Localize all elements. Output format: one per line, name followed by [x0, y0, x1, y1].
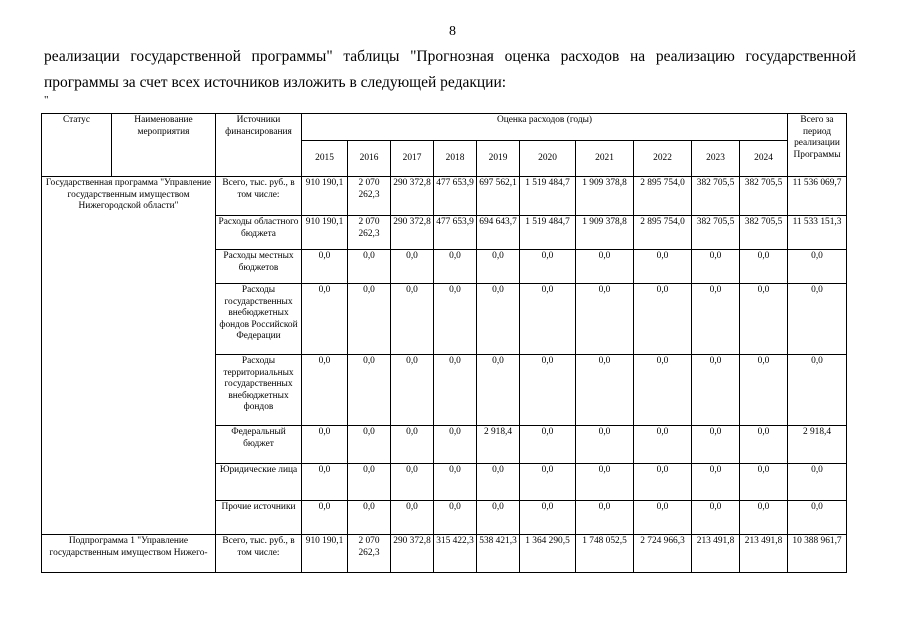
value-cell: 0,0 — [740, 355, 788, 426]
value-cell: 1 364 290,5 — [520, 535, 576, 573]
header-sources: Источники финансирования — [216, 114, 302, 177]
source-cell: Прочие источники — [216, 501, 302, 535]
value-cell: 2 070 262,3 — [348, 177, 391, 216]
value-cell: 0,0 — [348, 355, 391, 426]
value-cell: 382 705,5 — [692, 216, 740, 250]
value-cell: 0,0 — [634, 464, 692, 501]
value-cell: 290 372,8 — [391, 177, 434, 216]
value-cell: 213 491,8 — [740, 535, 788, 573]
expense-forecast-table — [41, 113, 847, 573]
value-cell: 0,0 — [391, 355, 434, 426]
value-cell: 0,0 — [477, 464, 520, 501]
header-year: 2024 — [740, 141, 788, 177]
value-cell: 0,0 — [692, 464, 740, 501]
source-cell: Расходы государственных внебюджетных фондов Российской Федерации — [216, 284, 302, 355]
total-cell: 0,0 — [788, 284, 847, 355]
value-cell: 0,0 — [302, 464, 348, 501]
source-cell: Юридические лица — [216, 464, 302, 501]
total-cell: 0,0 — [788, 501, 847, 535]
value-cell: 0,0 — [434, 355, 477, 426]
value-cell: 0,0 — [634, 284, 692, 355]
value-cell: 0,0 — [477, 250, 520, 284]
value-cell: 0,0 — [740, 284, 788, 355]
value-cell: 0,0 — [634, 355, 692, 426]
header-year: 2016 — [348, 141, 391, 177]
value-cell: 477 653,9 — [434, 177, 477, 216]
source-cell: Всего, тыс. руб., в том числе: — [216, 535, 302, 573]
header-name: Наименование мероприятия — [112, 114, 216, 177]
value-cell: 0,0 — [740, 464, 788, 501]
value-cell: 0,0 — [692, 501, 740, 535]
value-cell: 1 909 378,8 — [576, 177, 634, 216]
value-cell: 697 562,1 — [477, 177, 520, 216]
value-cell: 477 653,9 — [434, 216, 477, 250]
value-cell: 0,0 — [391, 464, 434, 501]
total-cell: 0,0 — [788, 464, 847, 501]
value-cell: 0,0 — [520, 284, 576, 355]
value-cell: 382 705,5 — [692, 177, 740, 216]
total-cell: 0,0 — [788, 355, 847, 426]
value-cell: 315 422,3 — [434, 535, 477, 573]
value-cell: 0,0 — [477, 355, 520, 426]
value-cell: 0,0 — [520, 426, 576, 464]
value-cell: 0,0 — [576, 501, 634, 535]
value-cell: 0,0 — [348, 284, 391, 355]
value-cell: 0,0 — [302, 355, 348, 426]
value-cell: 213 491,8 — [692, 535, 740, 573]
header-year: 2022 — [634, 141, 692, 177]
total-cell: 0,0 — [788, 250, 847, 284]
source-cell: Расходы местных бюджетов — [216, 250, 302, 284]
value-cell: 0,0 — [634, 426, 692, 464]
value-cell: 2 724 966,3 — [634, 535, 692, 573]
total-cell: 11 536 069,7 — [788, 177, 847, 216]
value-cell: 0,0 — [302, 250, 348, 284]
value-cell: 0,0 — [692, 426, 740, 464]
total-cell: 2 918,4 — [788, 426, 847, 464]
value-cell: 910 190,1 — [302, 535, 348, 573]
table-body — [42, 177, 847, 573]
value-cell: 0,0 — [391, 284, 434, 355]
value-cell: 2 070 262,3 — [348, 216, 391, 250]
source-cell: Всего, тыс. руб., в том числе: — [216, 177, 302, 216]
value-cell: 0,0 — [576, 464, 634, 501]
value-cell: 694 643,7 — [477, 216, 520, 250]
value-cell: 0,0 — [692, 284, 740, 355]
status-cell: Государственная программа "Управление государственным имуществом Нижегородской области" — [42, 177, 216, 535]
header-year: 2020 — [520, 141, 576, 177]
value-cell: 0,0 — [740, 250, 788, 284]
value-cell: 0,0 — [520, 250, 576, 284]
value-cell: 0,0 — [520, 501, 576, 535]
value-cell: 0,0 — [391, 501, 434, 535]
value-cell: 0,0 — [634, 501, 692, 535]
value-cell: 0,0 — [348, 464, 391, 501]
value-cell: 0,0 — [520, 464, 576, 501]
value-cell: 0,0 — [477, 501, 520, 535]
header-estimate: Оценка расходов (годы) — [302, 114, 788, 141]
total-cell: 11 533 151,3 — [788, 216, 847, 250]
header-year: 2021 — [576, 141, 634, 177]
value-cell: 0,0 — [576, 250, 634, 284]
value-cell: 382 705,5 — [740, 177, 788, 216]
total-cell: 10 388 961,7 — [788, 535, 847, 573]
value-cell: 1 909 378,8 — [576, 216, 634, 250]
value-cell: 0,0 — [692, 250, 740, 284]
value-cell: 0,0 — [740, 426, 788, 464]
opening-quote-mark: " — [44, 94, 49, 106]
header-year: 2018 — [434, 141, 477, 177]
header-year: 2023 — [692, 141, 740, 177]
value-cell: 538 421,3 — [477, 535, 520, 573]
value-cell: 0,0 — [348, 426, 391, 464]
value-cell: 1 519 484,7 — [520, 177, 576, 216]
value-cell: 0,0 — [434, 426, 477, 464]
header-total: Всего за период реализации Программы — [788, 114, 847, 177]
header-year: 2019 — [477, 141, 520, 177]
value-cell: 382 705,5 — [740, 216, 788, 250]
value-cell: 2 895 754,0 — [634, 177, 692, 216]
value-cell: 0,0 — [477, 284, 520, 355]
source-cell: Расходы территориальных государственных внебюджетных фондов — [216, 355, 302, 426]
value-cell: 0,0 — [302, 501, 348, 535]
value-cell: 0,0 — [434, 250, 477, 284]
header-year: 2015 — [302, 141, 348, 177]
value-cell: 0,0 — [348, 501, 391, 535]
value-cell: 0,0 — [348, 250, 391, 284]
value-cell: 0,0 — [634, 250, 692, 284]
status-cell: Подпрограмма 1 "Управление государственным имуществом Нижего- — [42, 535, 216, 573]
table-row — [42, 177, 847, 216]
value-cell: 0,0 — [576, 426, 634, 464]
value-cell: 1 519 484,7 — [520, 216, 576, 250]
page-number: 8 — [449, 24, 456, 39]
source-cell: Федеральный бюджет — [216, 426, 302, 464]
value-cell: 290 372,8 — [391, 535, 434, 573]
value-cell: 910 190,1 — [302, 216, 348, 250]
value-cell: 0,0 — [434, 501, 477, 535]
value-cell: 0,0 — [740, 501, 788, 535]
value-cell: 0,0 — [520, 355, 576, 426]
source-cell: Расходы областного бюджета — [216, 216, 302, 250]
value-cell: 1 748 052,5 — [576, 535, 634, 573]
value-cell: 0,0 — [302, 284, 348, 355]
value-cell: 0,0 — [302, 426, 348, 464]
value-cell: 2 895 754,0 — [634, 216, 692, 250]
value-cell: 0,0 — [391, 250, 434, 284]
table-header — [42, 114, 847, 177]
header-status: Статус — [42, 114, 112, 177]
value-cell: 0,0 — [434, 464, 477, 501]
header-year: 2017 — [391, 141, 434, 177]
value-cell: 0,0 — [576, 355, 634, 426]
value-cell: 0,0 — [692, 355, 740, 426]
value-cell: 0,0 — [391, 426, 434, 464]
value-cell: 2 918,4 — [477, 426, 520, 464]
value-cell: 0,0 — [434, 284, 477, 355]
value-cell: 290 372,8 — [391, 216, 434, 250]
value-cell: 0,0 — [576, 284, 634, 355]
value-cell: 2 070 262,3 — [348, 535, 391, 573]
value-cell: 910 190,1 — [302, 177, 348, 216]
intro-paragraph: реализации государственной программы" таблицы "Прогнозная оценка расходов на реализацию государственной программы за счет всех источников изложить в следующей редакции: — [44, 48, 856, 91]
table-row — [42, 535, 847, 573]
